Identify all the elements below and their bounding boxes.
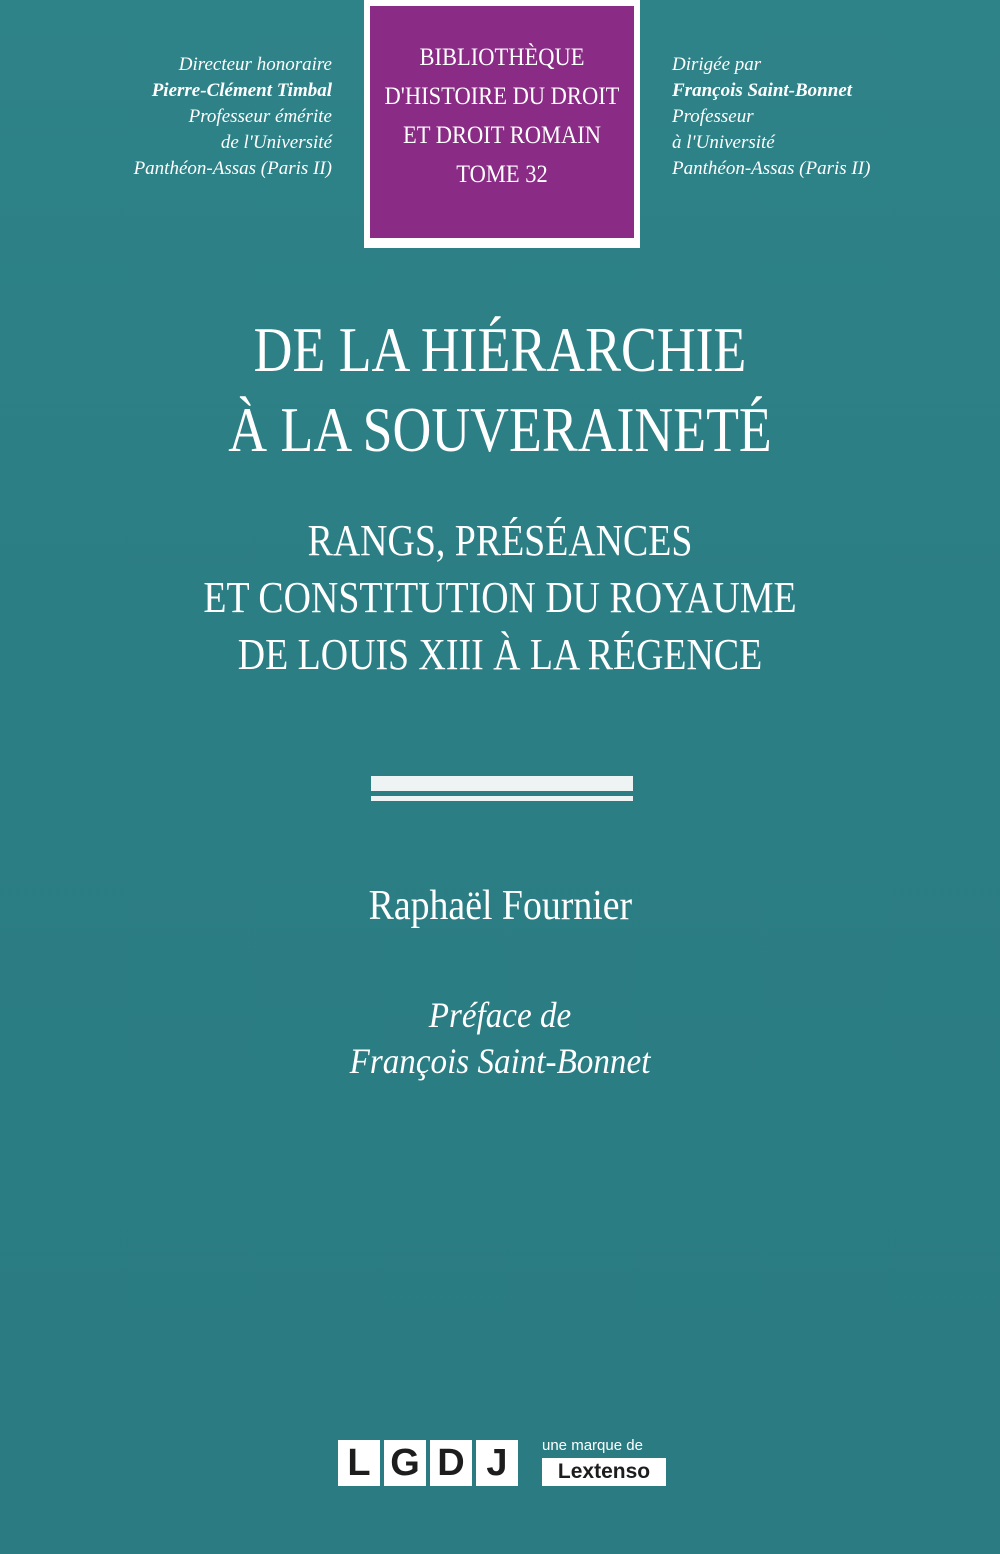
honorary-director-institution: Panthéon-Assas (Paris II) <box>133 158 332 179</box>
divider-bar-thin <box>371 796 633 801</box>
decorative-divider <box>371 776 633 802</box>
collection-volume: TOME 32 <box>456 161 548 188</box>
logo-letter-l: L <box>338 1440 380 1486</box>
series-director-university: à l'Université <box>672 132 775 153</box>
collection-line-3: ET DROIT ROMAIN <box>403 122 601 149</box>
divider-bar-thick <box>371 776 633 791</box>
series-director-institution: Panthéon-Assas (Paris II) <box>672 158 871 179</box>
book-subtitle <box>0 512 1000 683</box>
publisher-logo <box>338 1436 668 1492</box>
subtitle-line-3: DE LOUIS XIII À LA RÉGENCE <box>237 630 763 679</box>
book-title <box>0 310 1000 470</box>
author-name <box>0 880 1000 932</box>
lextenso-logo: Lextenso <box>542 1458 666 1486</box>
preface-label: Préface de <box>428 995 572 1035</box>
logo-letter-g: G <box>384 1440 426 1486</box>
publisher-tagline: une marque de <box>542 1437 643 1454</box>
series-director-label: Dirigée par <box>672 54 762 75</box>
logo-letter-j: J <box>476 1440 518 1486</box>
title-line-2: À LA SOUVERAINETÉ <box>228 394 772 465</box>
honorary-director-title: Professeur émérite <box>188 106 332 127</box>
collection-box <box>364 0 640 248</box>
logo-letter-d: D <box>430 1440 472 1486</box>
collection-label <box>370 6 634 238</box>
preface-credit <box>0 992 1000 1084</box>
series-honorary-director <box>60 52 332 182</box>
honorary-director-name: Pierre-Clément Timbal <box>151 80 332 101</box>
subtitle-line-1: RANGS, PRÉSÉANCES <box>307 516 693 565</box>
author-name-text: Raphaël Fournier <box>368 883 632 929</box>
preface-author: François Saint-Bonnet <box>349 1041 651 1081</box>
collection-line-1: BIBLIOTHÈQUE <box>419 44 585 71</box>
honorary-director-university: de l'Université <box>220 132 332 153</box>
series-director-title: Professeur <box>672 106 754 127</box>
title-line-1: DE LA HIÉRARCHIE <box>253 314 747 385</box>
lgdj-logo <box>338 1440 522 1486</box>
honorary-director-label: Directeur honoraire <box>178 54 332 75</box>
series-director-name: François Saint-Bonnet <box>672 80 853 101</box>
series-director <box>672 52 972 182</box>
collection-line-2: D'HISTOIRE DU DROIT <box>384 83 620 110</box>
subtitle-line-2: ET CONSTITUTION DU ROYAUME <box>203 573 797 622</box>
